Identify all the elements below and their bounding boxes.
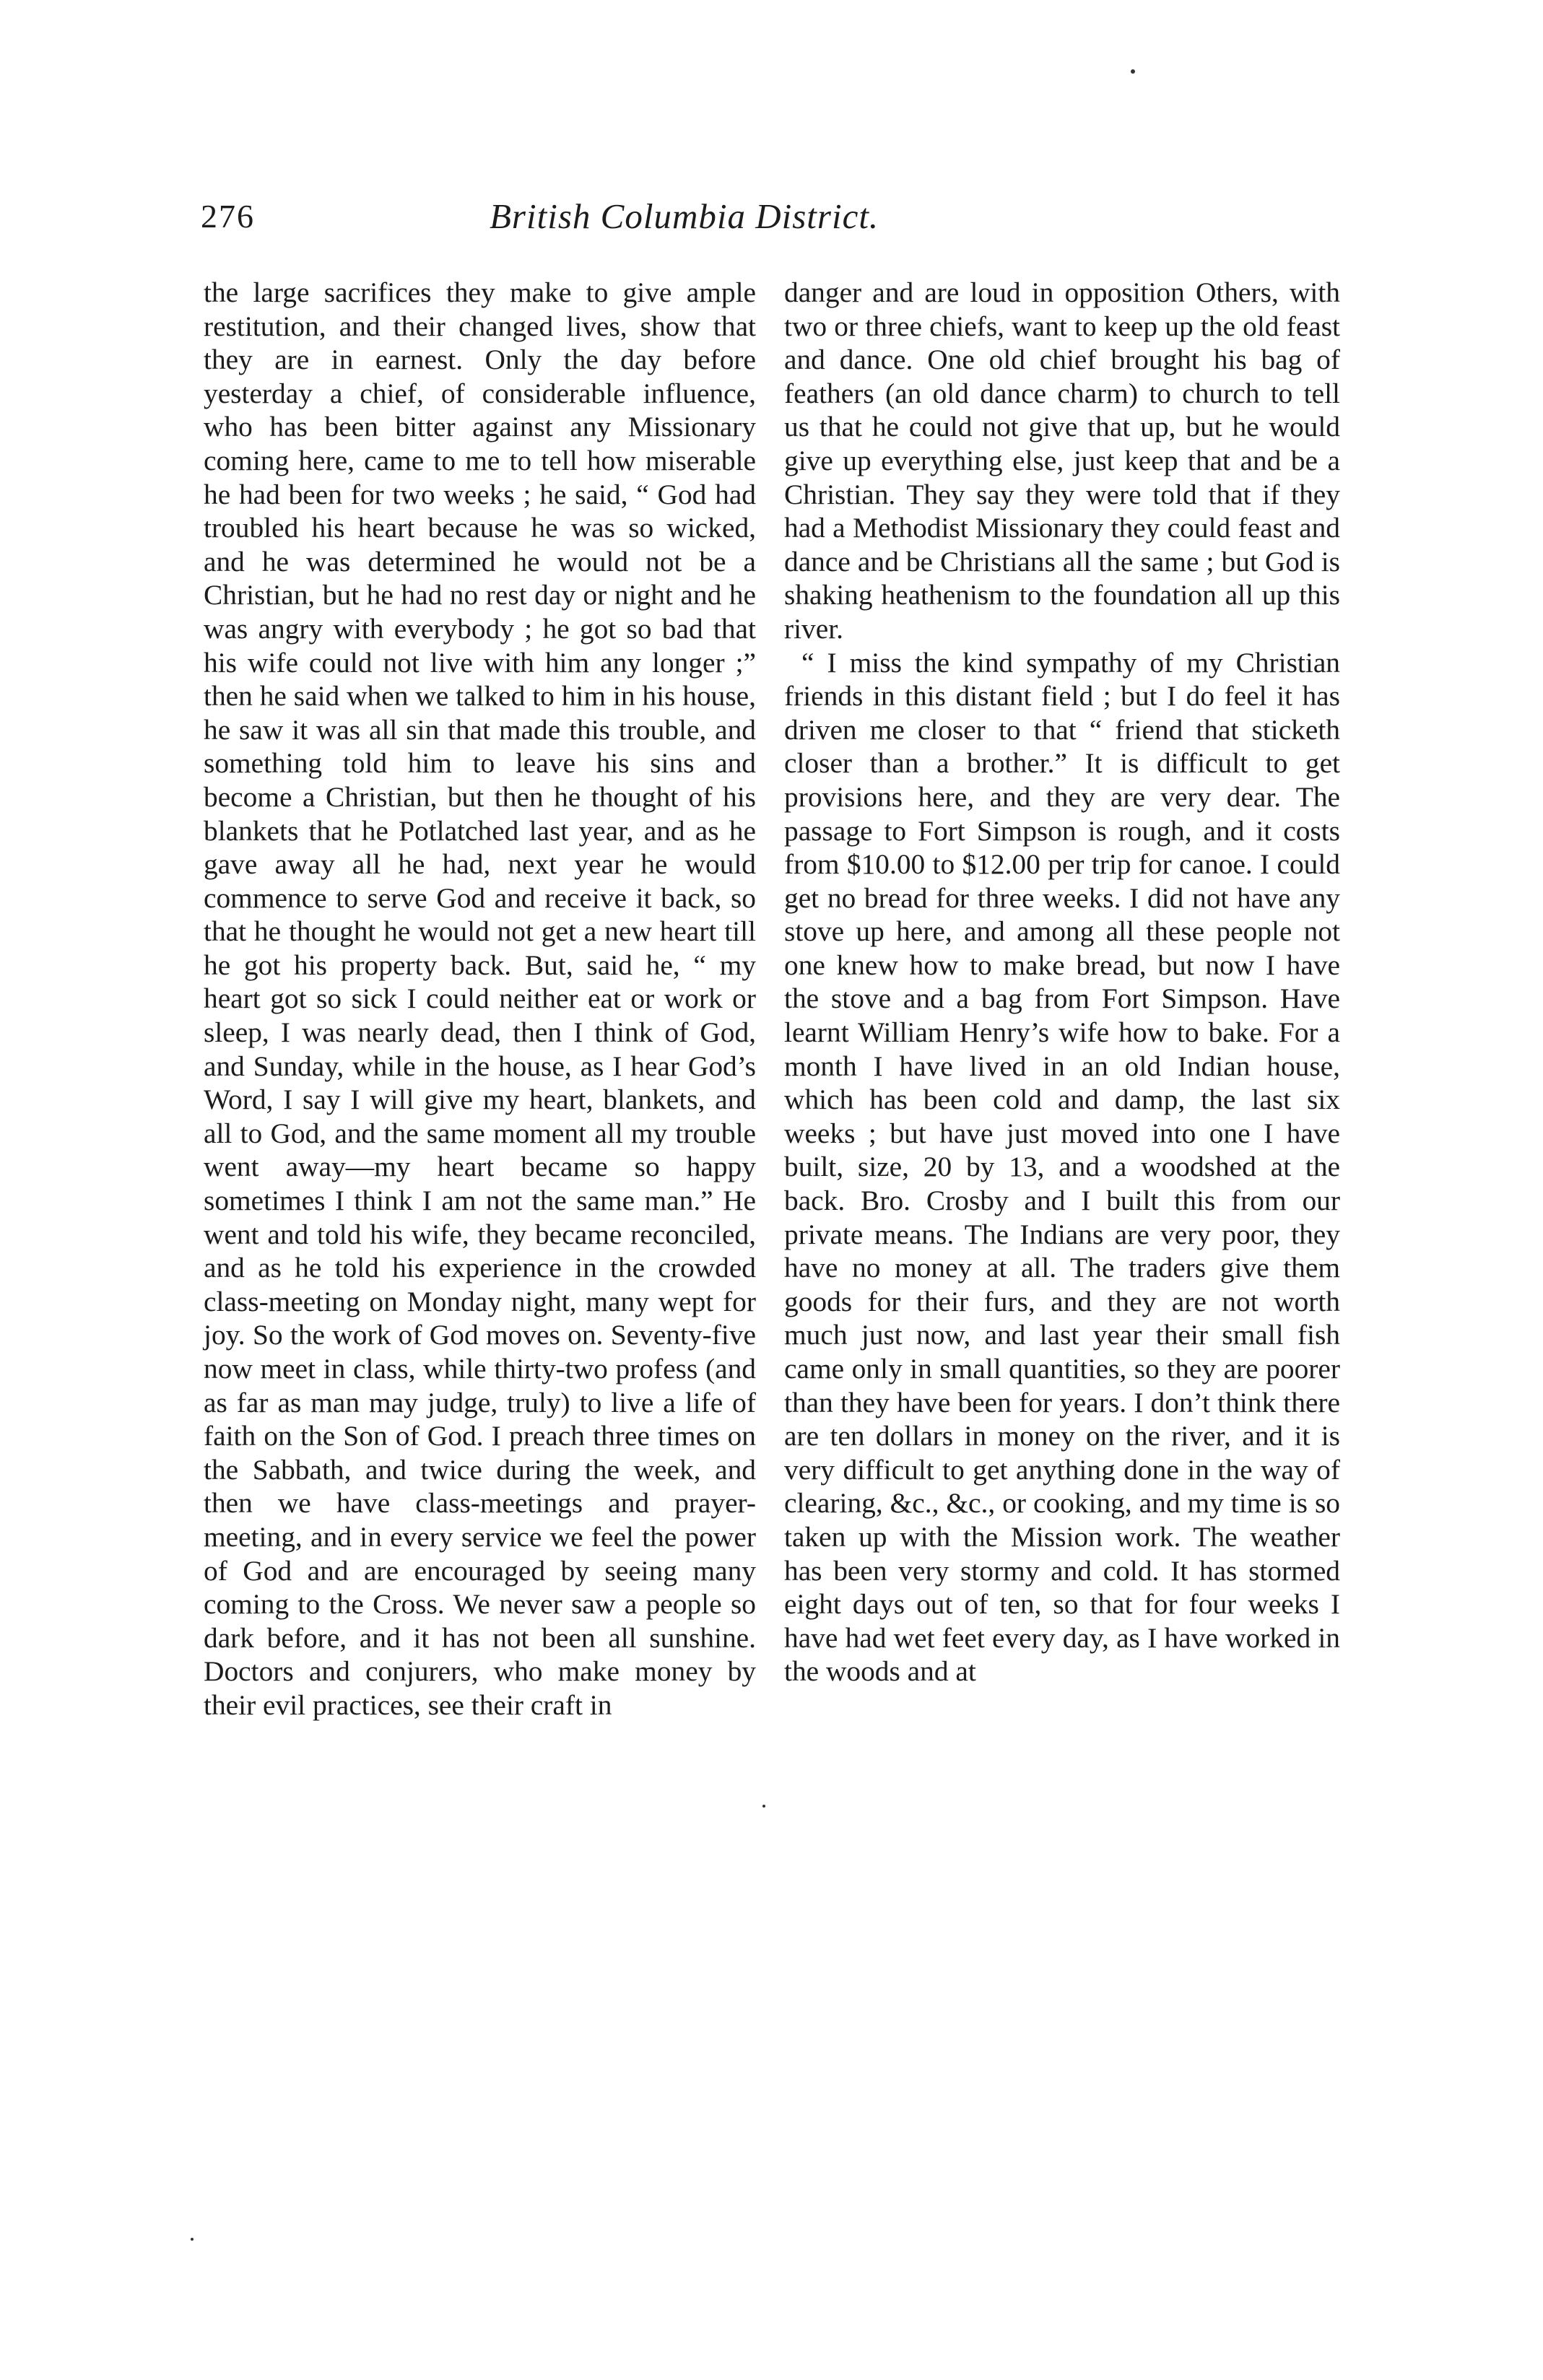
left-column-paragraph-1: the large sacrifices they make to give ample restitution, and their changed lives, show that they are in earnest. Only the day before yesterday a chief, of considerable influence, who has been bitter against any Missionary coming here, came to me to tell how miserable he had been for two weeks ; he said, “ God had troubled his heart because he was so wicked, and he was determined he would not be a Christian, but he had no rest day or night and he was angry with everybody ; he got so bad that his wife could not live with him any longer ;” then he said when we talked to him in his house, he saw it was all sin that made this trouble, and something told him to leave his sins and become a Christian, but then he thought of his blankets that he Potlatched last year, and as he gave away all he had, next year he would commence to serve God and receive it back, so that he thought he would not get a new heart till he got his property back. But, said he, “ my heart got so sick I could neither eat or work or sleep, I was nearly dead, then I think of God, and Sunday, while in the house, as I hear God’s Word, I say I will give my heart, blankets, and all to God, and the same moment all my trouble went away—my heart became so happy sometimes I think I am not the same man.” He went and told his wife, they became reconciled, and as he told his experience in the crowded class-meeting on Monday night, many wept for joy. So the work of God moves on. Seventy-five now meet in class, while thirty-two profess (and as far as man may judge, truly) to live a life of faith on the Son of God. I preach three times on the Sabbath, and twice during the week, and then we have class-meetings and prayer-meeting, and in every service we feel the power of God and are encouraged by seeing many coming to the Cross. We never saw a people so dark before, and it has not been all sunshine. Doctors and conjurers, who make money by their evil practices, see their craft in	[204, 276, 756, 1721]
left-column	[204, 276, 756, 1722]
running-head	[201, 193, 1334, 240]
print-speck-bottom	[191, 2238, 194, 2241]
right-column	[784, 276, 1340, 1688]
right-column-paragraph-1: danger and are loud in opposition Others, with two or three chiefs, want to keep up the old feast and dance. One old chief brought his bag of feathers (an old dance charm) to church to tell us that he could not give that up, but he would give up everything else, just keep that and be a Christian. They say they were told that if they had a Methodist Missionary they could feast and dance and be Christians all the same ; but God is shaking heathenism to the foundation all up this river.	[784, 276, 1340, 645]
running-title: British Columbia District.	[490, 196, 879, 236]
right-column-paragraph-2: “ I miss the kind sympathy of my Christian friends in this distant field ; but I do feel it has driven me closer to that “ friend that sticketh closer than a brother.” It is difficult to get provisions here, and they are very dear. The passage to Fort Simpson is rough, and it costs from $10.00 to $12.00 per trip for canoe. I could get no bread for three weeks. I did not have any stove up here, and among all these people not one knew how to make bread, but now I have the stove and a bag from Fort Simpson. Have learnt William Henry’s wife how to bake. For a month I have lived in an old Indian house, which has been cold and damp, the last six weeks ; but have just moved into one I have built, size, 20 by 13, and a woodshed at the back. Bro. Crosby and I built this from our private means. The Indians are very poor, they have no money at all. The traders give them goods for their furs, and they are not worth much just now, and last year their small fish came only in small quantities, so they are poorer than they have been for years. I don’t think there are ten dollars in money on the river, and it is very difficult to get anything done in the way of clearing, &c., &c., or cooking, and my time is so taken up with the Mission work. The weather has been very stormy and cold. It has stormed eight days out of ten, so that for four weeks I have had wet feet every day, as I have worked in the woods and at	[784, 646, 1340, 1688]
page-number: 276	[201, 198, 255, 235]
print-speck-top	[1131, 69, 1135, 74]
print-speck-middle	[762, 1805, 765, 1808]
